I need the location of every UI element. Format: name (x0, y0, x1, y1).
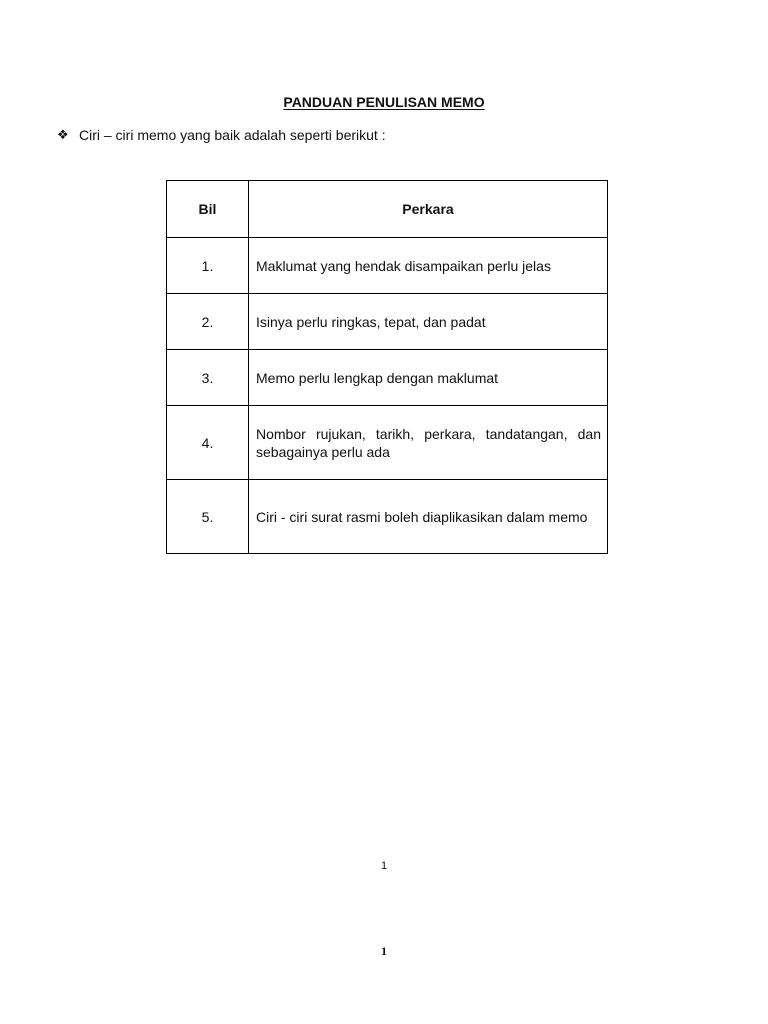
row-perkara: Isinya perlu ringkas, tepat, dan padat (249, 294, 608, 350)
header-bil: Bil (167, 181, 249, 238)
row-bil: 1. (167, 238, 249, 294)
header-perkara: Perkara (249, 181, 608, 238)
row-perkara: Nombor rujukan, tarikh, perkara, tandatangan, dan sebagainya perlu ada (249, 406, 608, 480)
table-header-row (167, 181, 608, 238)
row-bil: 5. (167, 480, 249, 554)
page-title: PANDUAN PENULISAN MEMO (283, 94, 485, 110)
page-number: 1 (380, 860, 388, 872)
table-row (167, 238, 608, 294)
intro-text: Ciri – ciri memo yang baik adalah seperti berikut : (79, 127, 386, 143)
row-bil: 3. (167, 350, 249, 406)
intro-line (57, 127, 386, 143)
row-perkara: Maklumat yang hendak disampaikan perlu jelas (249, 238, 608, 294)
table-row (167, 350, 608, 406)
row-perkara: Memo perlu lengkap dengan maklumat (249, 350, 608, 406)
row-perkara: Ciri - ciri surat rasmi boleh diaplikasikan dalam memo (249, 480, 608, 554)
table-row (167, 294, 608, 350)
row-bil: 2. (167, 294, 249, 350)
diamond-bullet-icon: ❖ (57, 127, 69, 142)
memo-characteristics-table (166, 180, 608, 554)
table-row (167, 406, 608, 480)
row-bil: 4. (167, 406, 249, 480)
page-number-footer: 1 (381, 944, 387, 958)
table-row (167, 480, 608, 554)
